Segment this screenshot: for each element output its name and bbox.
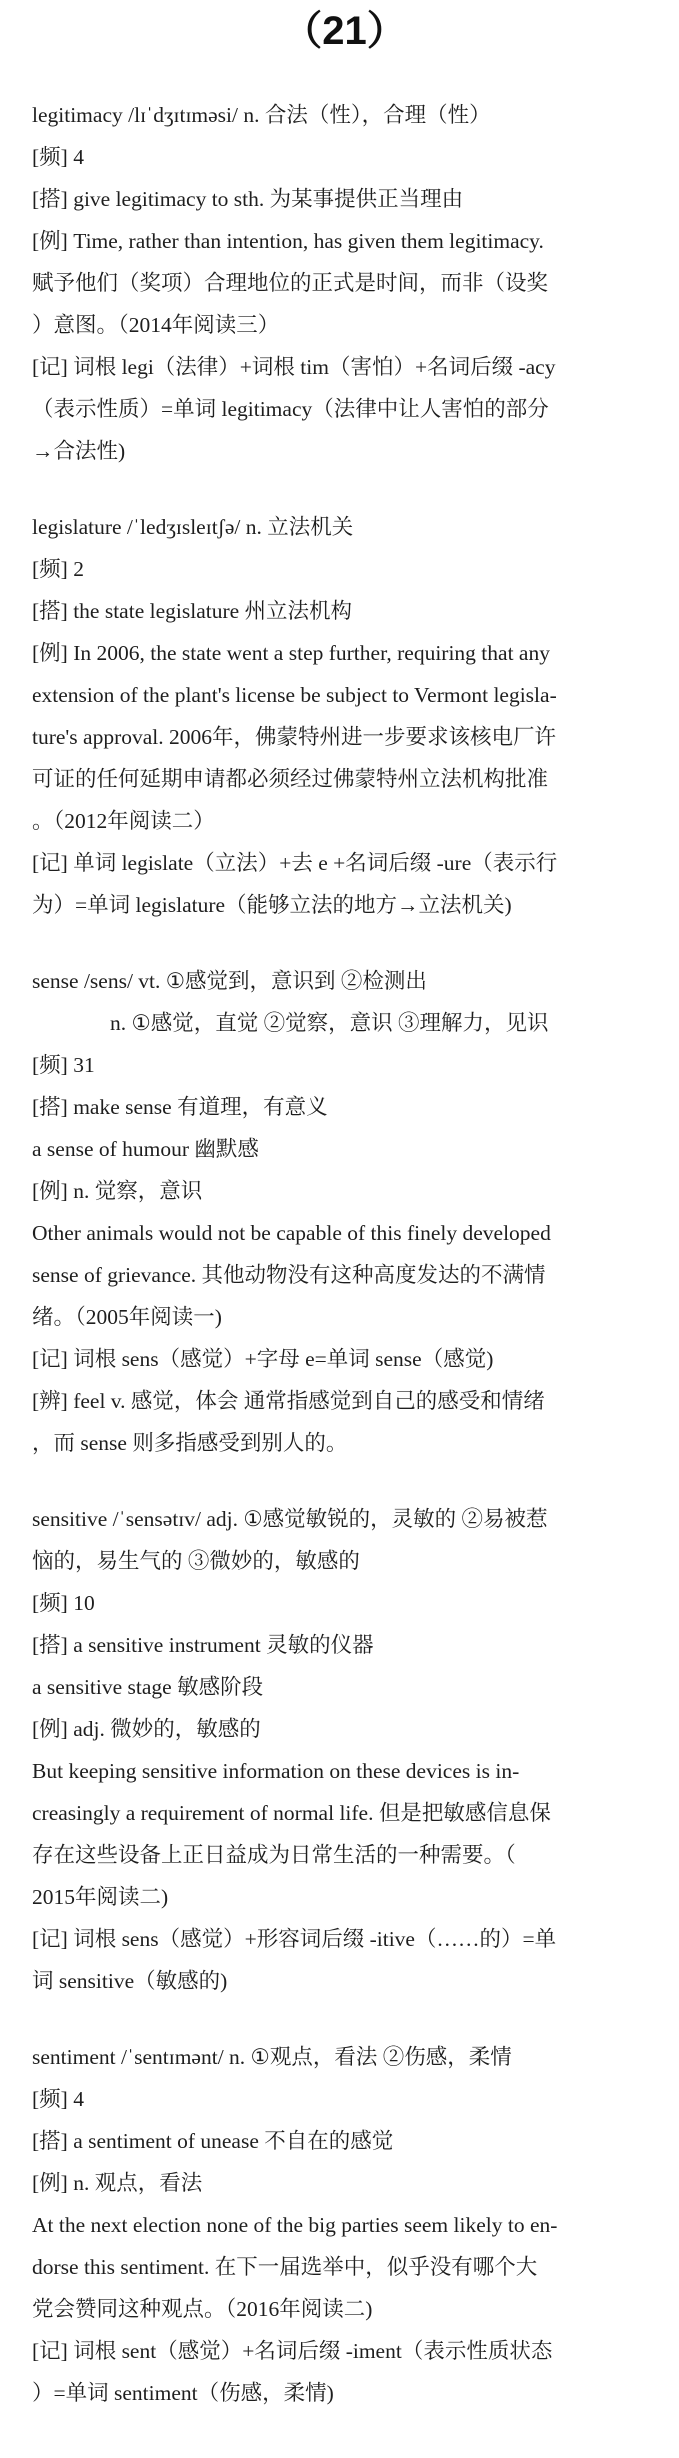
example-line: 。（2012年阅读二）: [32, 809, 215, 833]
example-line: [例] n. 觉察，意识: [32, 1179, 203, 1203]
distinction-line: [辨] feel v. 感觉，体会 通常指感觉到自己的感受和情绪: [32, 1389, 545, 1413]
example-line: [例] Time, rather than intention, has given them legitimacy.: [32, 229, 544, 253]
mnemonic-line: [记] 词根 sent（感觉）+名词后缀 -iment（表示性质状态: [32, 2339, 553, 2363]
example-line: 存在这些设备上正日益成为日常生活的一种需要。（: [32, 1843, 516, 1867]
mnemonic-line: [记] 词根 sens（感觉）+形容词后缀 -itive（……的）=单: [32, 1927, 557, 1951]
example-line: ture's approval. 2006年，佛蒙特州进一步要求该核电厂许: [32, 725, 557, 749]
mnemonic-line: →合法性): [32, 439, 126, 463]
example-line: ）意图。（2014年阅读三）: [32, 313, 280, 337]
headword-line: 恼的，易生气的 ③微妙的，敏感的: [32, 1549, 360, 1573]
mnemonic-line: ）=单词 sentiment（伤感，柔情): [32, 2381, 334, 2405]
distinction-line: ，而 sense 则多指感受到别人的。: [32, 1431, 348, 1455]
collocation-line: [搭] give legitimacy to sth. 为某事提供正当理由: [32, 187, 464, 211]
mnemonic-line: 为）=单词 legislature（能够立法的地方→立法机关): [32, 893, 512, 917]
example-line: dorse this sentiment. 在下一届选举中，似乎没有哪个大: [32, 2255, 538, 2279]
example-line: 可证的任何延期申请都必须经过佛蒙特州立法机构批准: [32, 767, 549, 791]
entry-sensitive: [32, 1498, 657, 2002]
headword-line: legislature /ˈledʒɪsleɪtʃə/ n. 立法机关: [32, 515, 354, 539]
example-line: [例] adj. 微妙的，敏感的: [32, 1717, 261, 1741]
example-line: [例] In 2006, the state went a step further, requiring that any: [32, 641, 550, 665]
example-line: Other animals would not be capable of this finely developed: [32, 1221, 551, 1245]
mnemonic-line: 词 sensitive（敏感的): [32, 1969, 228, 1993]
mnemonic-line: [记] 词根 legi（法律）+词根 tim（害怕）+名词后缀 -acy: [32, 355, 556, 379]
example-line: 2015年阅读二): [32, 1885, 169, 1909]
frequency-line: [频] 4: [32, 145, 84, 169]
example-line: 绪。（2005年阅读一): [32, 1305, 222, 1329]
collocation-line: [搭] a sensitive instrument 灵敏的仪器: [32, 1633, 374, 1657]
headword-line: sense /sens/ vt. ①感觉到，意识到 ②检测出: [32, 969, 427, 993]
headword-line: sensitive /ˈsensətɪv/ adj. ①感觉敏锐的，灵敏的 ②易被惹: [32, 1507, 548, 1531]
headword-line: sentiment /ˈsentɪmənt/ n. ①观点，看法 ②伤感，柔情: [32, 2045, 512, 2069]
frequency-line: [频] 10: [32, 1591, 95, 1615]
example-line: At the next election none of the big parties seem likely to en-: [32, 2213, 558, 2237]
mnemonic-line: （表示性质）=单词 legitimacy（法律中让人害怕的部分: [32, 397, 549, 421]
collocation-line: [搭] make sense 有道理，有意义: [32, 1095, 328, 1119]
entry-legislature: [32, 506, 657, 926]
collocation-line: [搭] a sentiment of unease 不自在的感觉: [32, 2129, 394, 2153]
frequency-line: [频] 4: [32, 2087, 84, 2111]
mnemonic-line: [记] 词根 sens（感觉）+字母 e=单词 sense（感觉): [32, 1347, 494, 1371]
entry-legitimacy: [32, 94, 657, 472]
collocation-line: [搭] the state legislature 州立法机构: [32, 599, 353, 623]
example-line: creasingly a requirement of normal life. 但是把敏感信息保: [32, 1801, 551, 1825]
example-line: extension of the plant's license be subject to Vermont legisla-: [32, 683, 557, 707]
mnemonic-line: [记] 单词 legislate（立法）+去 e +名词后缀 -ure（表示行: [32, 851, 558, 875]
frequency-line: [频] 31: [32, 1053, 95, 1077]
example-line: But keeping sensitive information on these devices is in-: [32, 1759, 520, 1783]
headword-line: legitimacy /lɪˈdʒɪtɪməsi/ n. 合法（性），合理（性）: [32, 103, 491, 127]
example-line: 赋予他们（奖项）合理地位的正式是时间，而非（设奖: [32, 271, 549, 295]
collocation-line: a sense of humour 幽默感: [32, 1137, 259, 1161]
page-number-title: （21）: [282, 9, 407, 53]
entry-sentiment: [32, 2036, 657, 2414]
example-line: 党会赞同这种观点。（2016年阅读二): [32, 2297, 373, 2321]
frequency-line: [频] 2: [32, 557, 84, 581]
entry-sense: [32, 960, 657, 1464]
example-line: sense of grievance. 其他动物没有这种高度发达的不满情: [32, 1263, 546, 1287]
example-line: [例] n. 观点，看法: [32, 2171, 203, 2195]
headword-line: n. ①感觉，直觉 ②觉察，意识 ③理解力，见识: [110, 1011, 549, 1035]
collocation-line: a sensitive stage 敏感阶段: [32, 1675, 264, 1699]
